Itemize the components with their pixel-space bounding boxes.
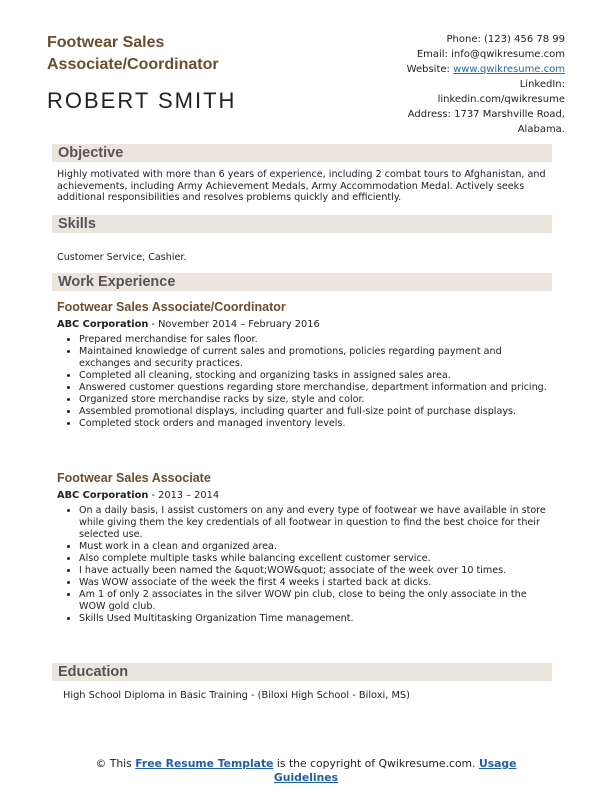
list-item: • I have actually been named the &quot;WOW&quot; associate of the week over 10 times.	[79, 565, 552, 577]
skills-heading	[52, 215, 552, 233]
usage-link[interactable]: Usage	[478, 757, 517, 770]
job-title: Footwear Sales Associate/Coordinator	[47, 34, 219, 73]
list-item: • Also complete multiple tasks while balancing excellent customer service.	[79, 553, 552, 565]
copyright-footer	[0, 757, 612, 785]
job-2-title: Footwear Sales Associate	[57, 471, 211, 485]
job-1-company-line	[57, 319, 320, 330]
job-1-bullets	[57, 334, 552, 430]
job-2-dates: - 2013 – 2014	[148, 490, 220, 501]
linkedin-value: linkedin.com/qwikresume	[437, 94, 565, 105]
objective-heading	[52, 144, 552, 162]
linkedin-label: LinkedIn:	[519, 79, 565, 90]
list-item: • Must work in a clean and organized area.	[79, 541, 552, 553]
job-2-company-line	[57, 490, 219, 501]
footer-middle: is the copyright of Qwikresume.com.	[273, 757, 479, 770]
footer-prefix: © This	[95, 757, 136, 770]
list-item: • Completed stock orders and managed inventory levels.	[79, 418, 552, 430]
objective-text: Highly motivated with more than 6 years of experience, including 2 combat tours to Afghanistan, and achievements, including Army Achievement Medals, Army Accommodation Medal. Actively seeks additional responsibilities and resolves problems quickly and efficiently.	[57, 169, 546, 204]
list-item: • Am 1 of only 2 associates in the silver WOW pin club, close to being the only associate in the WOW gold club.	[79, 589, 552, 613]
address-line-2: Alabama.	[517, 124, 565, 135]
job-2-bullets	[57, 505, 552, 625]
education-heading-text: Education	[58, 664, 129, 680]
skills-heading-text: Skills	[58, 216, 96, 232]
contact-block	[335, 32, 565, 137]
list-item: • Was WOW associate of the week the first 4 weeks i started back at dicks.	[79, 577, 552, 589]
objective-heading-text: Objective	[58, 145, 124, 161]
list-item: • Prepared merchandise for sales floor.	[79, 334, 552, 346]
website-label: Website:	[406, 64, 454, 75]
list-item: • On a daily basis, I assist customers on any and every type of footwear we have available in store while giving them the key credentials of all footwear in question to find the best choice for their selected use.	[79, 505, 552, 541]
list-item: • Assembled promotional displays, including quarter and full-size point of purchase displays.	[79, 406, 552, 418]
list-item: • Maintained knowledge of current sales and promotions, policies regarding payment and exchanges and security practices.	[79, 346, 552, 370]
list-item: • Skills Used Multitasking Organization Time management.	[79, 613, 552, 625]
guidelines-link[interactable]: Guidelines	[273, 771, 339, 784]
address-line-1: Address: 1737 Marshville Road,	[407, 109, 565, 120]
list-item: • Completed all cleaning, stocking and organizing tasks in assigned sales area.	[79, 370, 552, 382]
work-heading	[52, 273, 552, 291]
email: Email: info@qwikresume.com	[416, 49, 565, 60]
list-item: • Answered customer questions regarding store merchandise, department information and pricing.	[79, 382, 552, 394]
website-link[interactable]: www.qwikresume.com	[453, 64, 565, 75]
job-1-dates: - November 2014 – February 2016	[148, 319, 320, 330]
resume-header	[47, 32, 565, 135]
job-1-company: ABC Corporation	[57, 319, 149, 330]
free-resume-template-link[interactable]: Free Resume Template	[135, 757, 274, 770]
phone: Phone: (123) 456 78 99	[446, 34, 565, 45]
skills-text: Customer Service, Cashier.	[57, 252, 187, 263]
job-2-company: ABC Corporation	[57, 490, 149, 501]
education-heading	[52, 663, 552, 681]
job-1-title: Footwear Sales Associate/Coordinator	[57, 300, 286, 314]
candidate-name: ROBERT SMITH	[47, 88, 237, 113]
website	[335, 62, 565, 77]
work-heading-text: Work Experience	[58, 274, 176, 290]
list-item: • Organized store merchandise racks by size, style and color.	[79, 394, 552, 406]
education-text: High School Diploma in Basic Training - (Biloxi High School - Biloxi, MS)	[63, 690, 410, 701]
